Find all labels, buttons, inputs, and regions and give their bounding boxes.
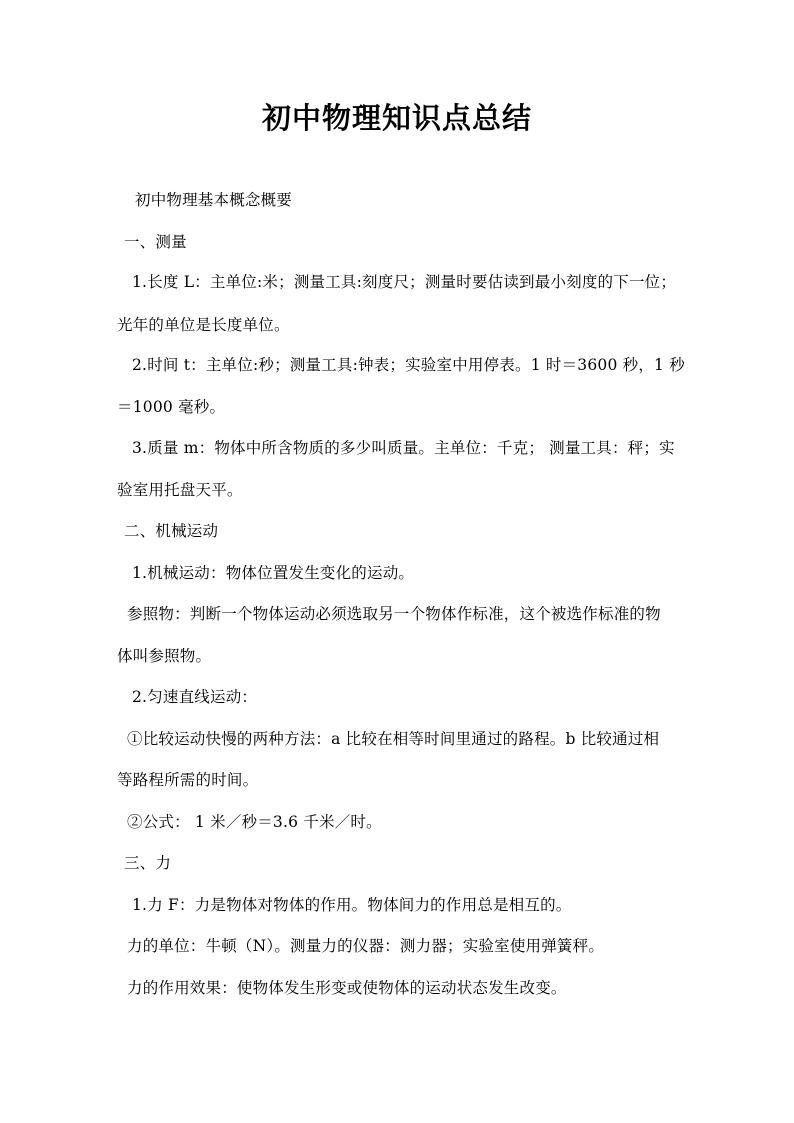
paragraph-line: 2.时间 t：主单位:秒；测量工具:钟表；实验室中用停表。1 时＝3600 秒，1 秒 — [132, 356, 685, 374]
subtitle-line: 初中物理基本概念概要 — [135, 191, 293, 209]
paragraph-line: 光年的单位是长度单位。 — [117, 316, 290, 334]
section-heading-measurement: 一、测量 — [124, 233, 187, 251]
paragraph-line: 2.匀速直线运动： — [132, 688, 258, 706]
paragraph-line: 体叫参照物。 — [117, 647, 212, 665]
paragraph-line: 1.机械运动：物体位置发生变化的运动。 — [132, 564, 415, 582]
paragraph-line: 3.质量 m：物体中所含物质的多少叫质量。主单位：千克； 测量工具：秤；实 — [132, 439, 675, 457]
paragraph-line: ②公式： 1 米／秒＝3.6 千米／时。 — [127, 813, 382, 831]
paragraph-line: 力的单位：牛顿（N）。测量力的仪器：测力器；实验室使用弹簧秤。 — [127, 937, 605, 955]
paragraph-line: 1.力 F：力是物体对物体的作用。物体间力的作用总是相互的。 — [132, 896, 572, 914]
section-heading-force: 三、力 — [124, 854, 172, 872]
paragraph-line: 参照物：判断一个物体运动必须选取另一个物体作标准，这个被选作标准的物 — [127, 605, 661, 623]
paragraph-line: ①比较运动快慢的两种方法：a 比较在相等时间里通过的路程。b 比较通过相 — [127, 730, 660, 748]
paragraph-line: 验室用托盘天平。 — [117, 481, 243, 499]
paragraph-line: 等路程所需的时间。 — [117, 771, 259, 789]
document-title: 初中物理知识点总结 — [261, 101, 532, 135]
paragraph-line: 力的作用效果：使物体发生形变或使物体的运动状态发生改变。 — [127, 979, 567, 997]
paragraph-line: 1.长度 L：主单位:米；测量工具:刻度尺；测量时要估读到最小刻度的下一位； — [132, 273, 677, 291]
paragraph-line: ＝1000 毫秒。 — [117, 398, 226, 416]
section-heading-mechanical-motion: 二、机械运动 — [124, 522, 219, 540]
